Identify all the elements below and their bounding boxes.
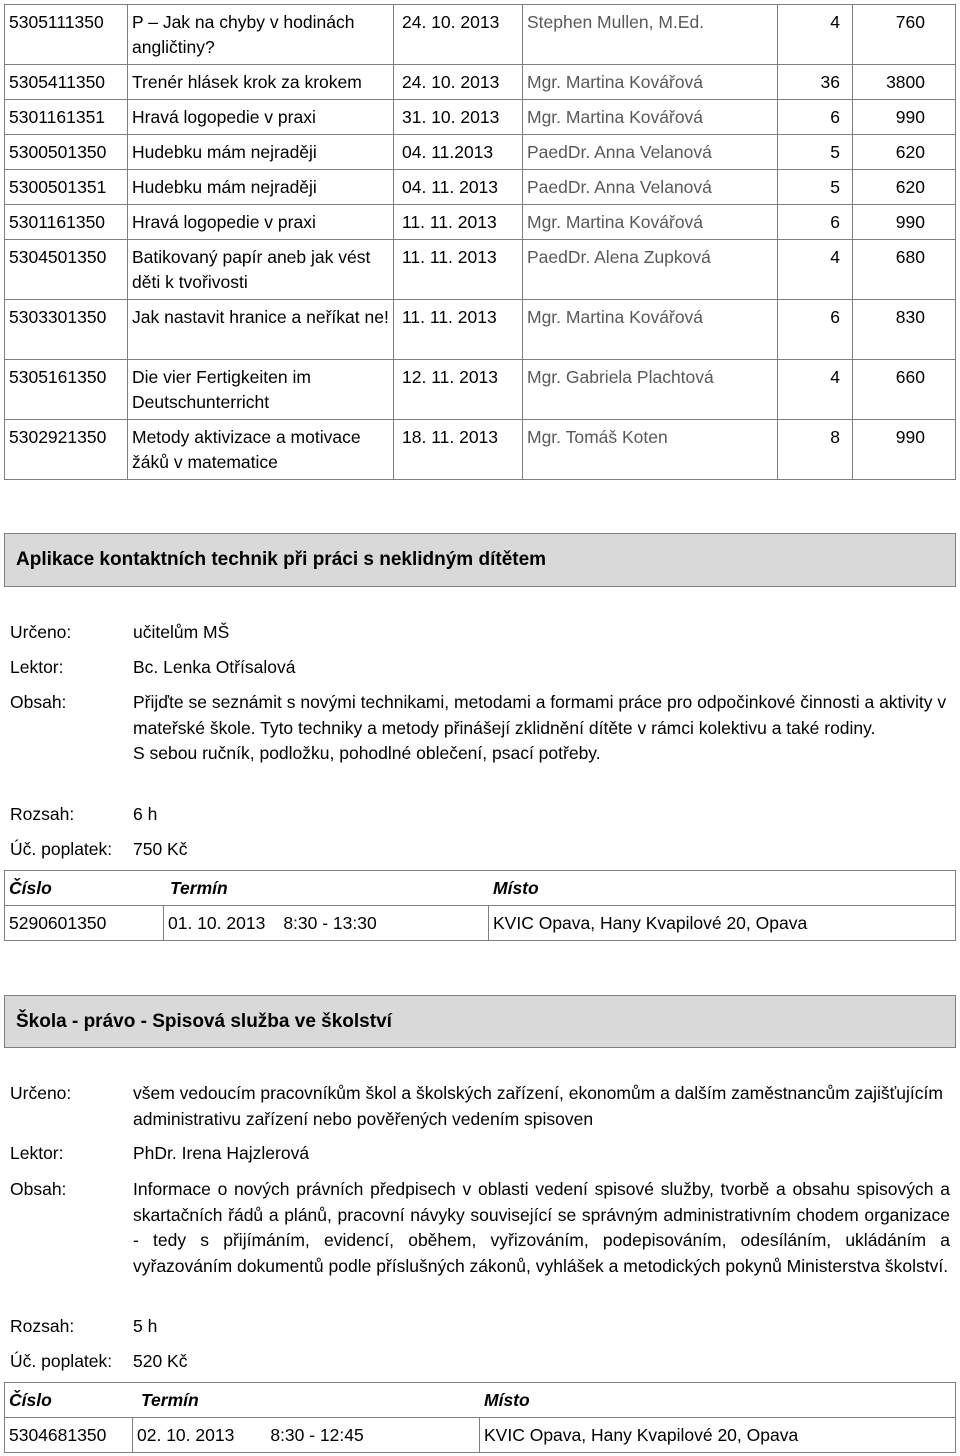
term-number: 5304681350	[5, 1418, 133, 1453]
course-lector: Mgr. Martina Kovářová	[523, 205, 778, 240]
course-lector: PaedDr. Anna Velanová	[523, 170, 778, 205]
table-row	[5, 1418, 956, 1453]
course-code: 5304501350	[5, 240, 128, 300]
content-text: Přijďte se seznámit s novými technikami, metodami a formami práce pro odpočinkové činnosti a aktivity v mateřské škole. Tyto techniky a metody přinášejí zklidnění dítěte v rámci kolektivu a také rodiny.	[133, 692, 947, 738]
term-table-header	[5, 871, 956, 906]
fee-row	[10, 837, 950, 863]
table-row	[5, 65, 956, 100]
table-row	[5, 906, 956, 941]
column-term: Termín	[164, 871, 489, 906]
course-date: 11. 11. 2013	[394, 300, 523, 360]
course-price: 620	[853, 135, 956, 170]
course-date: 12. 11. 2013	[394, 360, 523, 420]
course-price: 680	[853, 240, 956, 300]
term-time: 8:30 - 12:45	[270, 1424, 364, 1445]
content-text: Informace o nových právních předpisech v oblasti vedení spisové služby, tvorbě a obsahu spisových a skartačních řádů a plánů, pracovní návyky související se správným administrativním chodem organizace - tedy s přijímáním, evidencí, oběhem, vyřizováním, podepisováním, odesíláním, ukládáním a vyřazováním dokumentů podle příslušných zákonů, vyhlášek a metodických pokynů Ministerstva školství.	[133, 1179, 950, 1276]
course-hours: 6	[778, 300, 853, 360]
course-date: 31. 10. 2013	[394, 100, 523, 135]
course-hours: 4	[778, 360, 853, 420]
content-label: Obsah:	[10, 692, 67, 712]
course-name: Hudebku mám nejraději	[128, 135, 394, 170]
course-name: P – Jak na chyby v hodinách angličtiny?	[128, 5, 394, 65]
course-name: Hravá logopedie v praxi	[128, 100, 394, 135]
course-hours: 6	[778, 100, 853, 135]
column-term: Termín	[133, 1383, 480, 1418]
table-row	[5, 135, 956, 170]
course-date: 18. 11. 2013	[394, 420, 523, 480]
course-code: 5302921350	[5, 420, 128, 480]
course-code: 5301161350	[5, 205, 128, 240]
term-date: 01. 10. 2013	[168, 912, 266, 933]
term-table	[4, 870, 956, 941]
target-group-label: Určeno:	[10, 622, 72, 642]
fee-row	[10, 1349, 950, 1375]
term-table	[4, 1382, 956, 1453]
duration-label: Rozsah:	[10, 1316, 75, 1336]
term-number: 5290601350	[5, 906, 164, 941]
table-row	[5, 360, 956, 420]
course-price: 760	[853, 5, 956, 65]
lector-value: Bc. Lenka Otřísalová	[133, 657, 296, 677]
course-code: 5300501351	[5, 170, 128, 205]
course-hours: 36	[778, 65, 853, 100]
course-name: Die vier Fertigkeiten im Deutschunterricht	[128, 360, 394, 420]
course-price: 990	[853, 100, 956, 135]
table-row	[5, 420, 956, 480]
course-date: 11. 11. 2013	[394, 205, 523, 240]
course-hours: 4	[778, 5, 853, 65]
course-name: Trenér hlásek krok za krokem	[128, 65, 394, 100]
course-code: 5305111350	[5, 5, 128, 65]
course-lector: Mgr. Martina Kovářová	[523, 300, 778, 360]
fee-value: 520 Kč	[133, 1351, 188, 1371]
course-price: 660	[853, 360, 956, 420]
term-place: KVIC Opava, Hany Kvapilové 20, Opava	[480, 1418, 956, 1453]
duration-label: Rozsah:	[10, 804, 75, 824]
fee-label: Úč. poplatek:	[10, 1351, 113, 1371]
term-table-header	[5, 1383, 956, 1418]
lector-row	[10, 655, 950, 681]
course-date: 11. 11. 2013	[394, 240, 523, 300]
course-hours: 4	[778, 240, 853, 300]
course-lector: PaedDr. Anna Velanová	[523, 135, 778, 170]
course-code: 5303301350	[5, 300, 128, 360]
table-row	[5, 240, 956, 300]
duration-row	[10, 1314, 950, 1340]
column-place: Místo	[489, 871, 956, 906]
column-number: Číslo	[5, 1383, 133, 1418]
course-price: 3800	[853, 65, 956, 100]
course-price: 990	[853, 205, 956, 240]
term-time: 8:30 - 13:30	[283, 912, 377, 933]
course-lector: PaedDr. Alena Zupková	[523, 240, 778, 300]
lector-value: PhDr. Irena Hajzlerová	[133, 1143, 310, 1163]
course-lector: Mgr. Tomáš Koten	[523, 420, 778, 480]
table-row	[5, 300, 956, 360]
lector-label: Lektor:	[10, 1143, 64, 1163]
course-name: Hudebku mám nejraději	[128, 170, 394, 205]
course-table	[4, 4, 956, 480]
column-number: Číslo	[5, 871, 164, 906]
course-date: 04. 11.2013	[394, 135, 523, 170]
course-code: 5305411350	[5, 65, 128, 100]
target-group-label: Určeno:	[10, 1083, 72, 1103]
course-name: Hravá logopedie v praxi	[128, 205, 394, 240]
course-code: 5301161351	[5, 100, 128, 135]
target-group-value: všem vedoucím pracovníkům škol a školských zařízení, ekonomům a dalším zaměstnancům zajišťujícím administrativu zařízení nebo pověřených vedením spisoven	[133, 1083, 943, 1129]
lector-label: Lektor:	[10, 657, 64, 677]
term-date: 02. 10. 2013	[137, 1424, 235, 1445]
course-price: 830	[853, 300, 956, 360]
course-lector: Mgr. Martina Kovářová	[523, 100, 778, 135]
target-group-value: učitelům MŠ	[133, 622, 230, 642]
course-hours: 5	[778, 135, 853, 170]
course-lector: Mgr. Gabriela Plachtová	[523, 360, 778, 420]
section-title: Škola - právo - Spisová služba ve školství	[4, 995, 956, 1048]
course-hours: 6	[778, 205, 853, 240]
duration-value: 5 h	[133, 1316, 158, 1336]
course-name: Jak nastavit hranice a neříkat ne!	[128, 300, 394, 360]
term-place: KVIC Opava, Hany Kvapilové 20, Opava	[489, 906, 956, 941]
target-group-row	[10, 1081, 950, 1132]
content-note: S sebou ručník, podložku, pohodlné oblečení, psací potřeby.	[133, 743, 601, 763]
fee-label: Úč. poplatek:	[10, 839, 113, 859]
course-name: Batikovaný papír aneb jak vést děti k tvořivosti	[128, 240, 394, 300]
course-date: 04. 11. 2013	[394, 170, 523, 205]
course-code: 5300501350	[5, 135, 128, 170]
content-row	[10, 690, 950, 767]
column-place: Místo	[480, 1383, 956, 1418]
course-price: 990	[853, 420, 956, 480]
section-title: Aplikace kontaktních technik při práci s neklidným dítětem	[4, 533, 956, 587]
course-hours: 5	[778, 170, 853, 205]
course-hours: 8	[778, 420, 853, 480]
course-lector: Mgr. Martina Kovářová	[523, 65, 778, 100]
duration-value: 6 h	[133, 804, 158, 824]
course-price: 620	[853, 170, 956, 205]
table-row	[5, 100, 956, 135]
table-row	[5, 205, 956, 240]
course-name: Metody aktivizace a motivace žáků v matematice	[128, 420, 394, 480]
content-row	[10, 1177, 950, 1279]
target-group-row	[10, 620, 950, 646]
duration-row	[10, 802, 950, 828]
table-row	[5, 5, 956, 65]
course-date: 24. 10. 2013	[394, 5, 523, 65]
table-row	[5, 170, 956, 205]
fee-value: 750 Kč	[133, 839, 188, 859]
course-lector: Stephen Mullen, M.Ed.	[523, 5, 778, 65]
lector-row	[10, 1141, 950, 1167]
course-code: 5305161350	[5, 360, 128, 420]
course-date: 24. 10. 2013	[394, 65, 523, 100]
content-label: Obsah:	[10, 1179, 67, 1199]
